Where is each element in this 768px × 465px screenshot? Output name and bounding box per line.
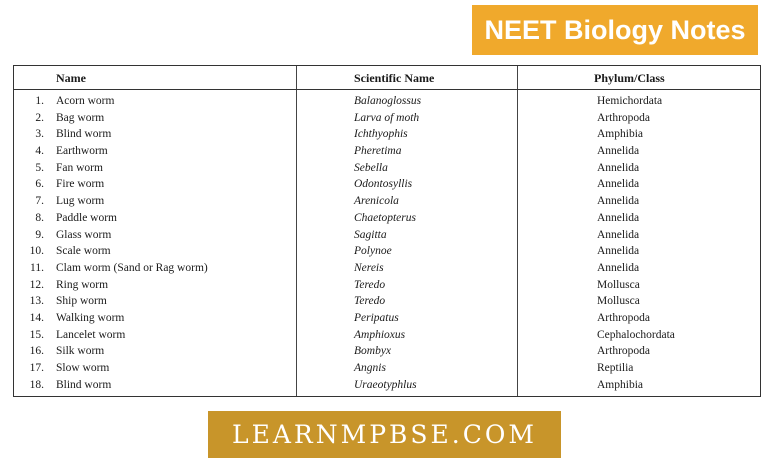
phylum-class: Annelida (597, 178, 640, 191)
row-number: 6. (35, 178, 44, 191)
scientific-name: Ichthyophis (354, 128, 408, 141)
scientific-name: Amphioxus (354, 328, 406, 341)
table-row (14, 227, 760, 244)
phylum-class: Annelida (597, 228, 640, 241)
phylum-class: Annelida (597, 261, 640, 274)
phylum-class: Annelida (597, 161, 640, 174)
worm-name: Bag worm (56, 111, 105, 124)
table-row (14, 343, 760, 360)
table-row (14, 193, 760, 210)
worm-name: Silk worm (56, 345, 105, 358)
header-scientific-name: Scientific Name (354, 71, 435, 85)
scientific-name: Angnis (354, 362, 386, 374)
worm-name: Ring worm (56, 278, 109, 291)
scientific-name: Odontosyllis (354, 178, 413, 191)
table-row (14, 310, 760, 327)
row-number: 7. (35, 195, 44, 208)
phylum-class: Annelida (597, 195, 640, 208)
phylum-class: Annelida (597, 211, 640, 224)
phylum-class: Annelida (597, 245, 640, 258)
table-header (14, 66, 760, 90)
worm-name: Clam worm (Sand or Rag worm) (56, 261, 208, 274)
scientific-name: Peripatus (354, 311, 399, 324)
row-number: 17. (29, 362, 44, 374)
table-row (14, 260, 760, 277)
phylum-class: Reptilia (597, 362, 634, 374)
table-row (14, 327, 760, 344)
row-number: 9. (35, 228, 44, 241)
scientific-name: Teredo (354, 278, 386, 291)
worm-name: Walking worm (56, 311, 125, 324)
phylum-class: Arthropoda (597, 345, 651, 358)
table-body (14, 93, 760, 393)
worm-name: Fan worm (56, 161, 103, 174)
scientific-name: Bombyx (354, 345, 392, 358)
phylum-class: Cephalochordata (597, 328, 675, 341)
header-phylum-class: Phylum/Class (594, 71, 665, 85)
row-number: 18. (29, 378, 44, 391)
scientific-name: Nereis (354, 261, 384, 274)
table-row (14, 176, 760, 193)
table-row (14, 126, 760, 143)
table-row (14, 360, 760, 377)
worm-name: Blind worm (56, 378, 112, 391)
row-number: 10. (29, 245, 44, 258)
neet-biology-notes-badge: NEET Biology Notes (472, 5, 758, 55)
scientific-name: Arenicola (354, 195, 399, 208)
scientific-name: Polynoe (354, 245, 392, 258)
scientific-name: Chaetopterus (354, 211, 416, 224)
worm-name: Acorn worm (56, 95, 115, 107)
scientific-name: Pheretima (354, 145, 402, 158)
phylum-class: Hemichordata (597, 95, 663, 107)
row-number: 8. (35, 211, 44, 224)
scientific-name: Balanoglossus (354, 95, 422, 107)
worm-name: Ship worm (56, 295, 107, 308)
phylum-class: Mollusca (597, 278, 640, 291)
row-number: 5. (35, 161, 44, 174)
row-number: 4. (35, 145, 44, 158)
table-row (14, 210, 760, 227)
row-number: 11. (30, 261, 44, 274)
scientific-name: Uraeotyphlus (354, 378, 417, 391)
scientific-name: Sagitta (354, 228, 387, 241)
scientific-name: Teredo (354, 295, 386, 308)
header-name: Name (56, 71, 86, 85)
worms-table (13, 65, 761, 397)
row-number: 2. (35, 111, 44, 124)
row-number: 14. (29, 311, 44, 324)
table-row (14, 160, 760, 177)
phylum-class: Arthropoda (597, 311, 651, 324)
phylum-class: Mollusca (597, 295, 640, 308)
row-number: 12. (29, 278, 44, 291)
row-number: 16. (29, 345, 44, 358)
table-row (14, 143, 760, 160)
worm-name: Glass worm (56, 228, 112, 241)
worm-name: Fire worm (56, 178, 105, 191)
learnmpbse-badge: LEARNMPBSE.COM (208, 411, 561, 458)
table-row (14, 377, 760, 394)
worm-name: Lancelet worm (56, 328, 126, 341)
scientific-name: Sebella (354, 161, 388, 174)
worm-name: Lug worm (56, 195, 105, 208)
table-row (14, 93, 760, 110)
row-number: 3. (35, 128, 44, 141)
row-number: 15. (29, 328, 44, 341)
phylum-class: Amphibia (597, 378, 643, 391)
table-row (14, 243, 760, 260)
scientific-name: Larva of moth (354, 111, 420, 124)
worm-name: Scale worm (56, 245, 111, 258)
worm-name: Earthworm (56, 145, 108, 158)
worm-name: Paddle worm (56, 211, 118, 224)
table-row (14, 110, 760, 127)
worm-name: Blind worm (56, 128, 112, 141)
worm-name: Slow worm (56, 362, 110, 374)
row-number: 13. (29, 295, 44, 308)
phylum-class: Arthropoda (597, 111, 651, 124)
phylum-class: Amphibia (597, 128, 643, 141)
row-number: 1. (35, 95, 44, 107)
table-row (14, 293, 760, 310)
table-row (14, 277, 760, 294)
phylum-class: Annelida (597, 145, 640, 158)
